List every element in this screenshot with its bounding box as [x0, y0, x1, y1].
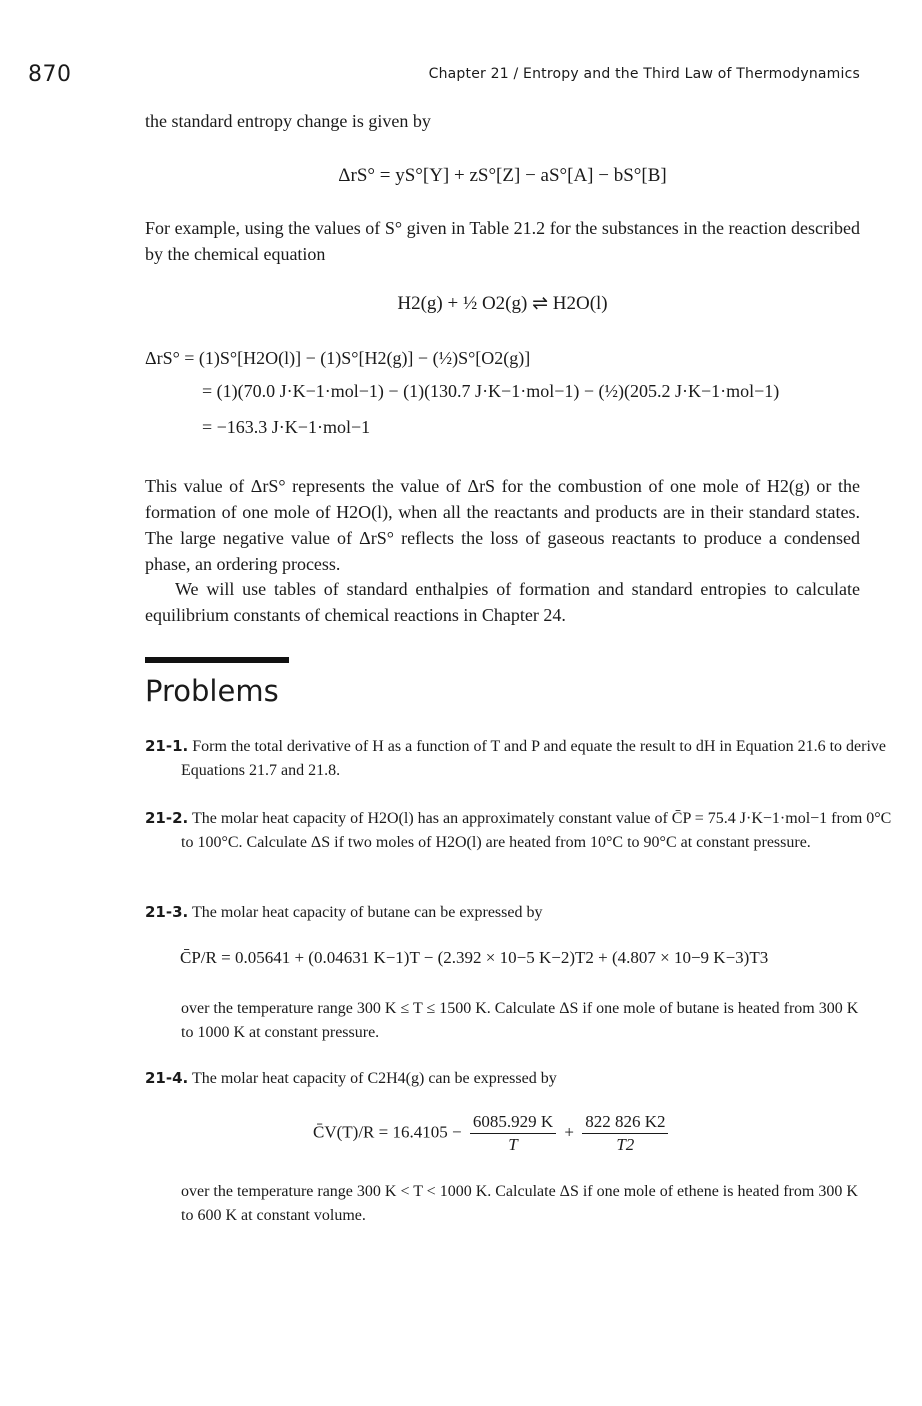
calculation-line-2: = (1)(70.0 J·K−1·mol−1) − (1)(130.7 J·K−1·mol−1) − (½)(205.2 J·K−1·mol−1) [202, 381, 780, 401]
problem-intro: The molar heat capacity of C2H4(g) can be expressed by [191, 1070, 557, 1087]
problem-21-4-conditions: over the temperature range 300 K < T < 1000 K. Calculate ΔS if one mole of ethene is heated from 300 K to 600 K at constant volume. [181, 1183, 858, 1224]
problem-21-3 [145, 900, 861, 925]
equation-plus: + [564, 1122, 574, 1142]
fraction-denominator: T2 [616, 1135, 635, 1154]
problem-21-4 [145, 1066, 861, 1091]
calculation-line-1: ΔrS° = (1)S°[H2O(l)] − (1)S°[H2(g)] − (½)S°[O2(g)] [145, 348, 531, 368]
equation-general: ΔrS° = yS°[Y] + zS°[Z] − aS°[A] − bS°[B] [338, 165, 667, 186]
problem-number: 21-2. [145, 809, 189, 827]
problem-number: 21-3. [145, 903, 189, 921]
equation-lhs: C̄V(T)/R = 16.4105 − [313, 1122, 462, 1142]
next-chapter-paragraph: We will use tables of standard enthalpies of formation and standard entropies to calculate equilibrium constants of chemical reactions in Chapter 24. [145, 579, 860, 625]
problem-number: 21-1. [145, 737, 189, 755]
problem-text: Form the total derivative of H as a function of T and P and equate the result to dH in Equation 21.6 to derive Equations 21.7 and 21.8. [181, 738, 887, 779]
page-number: 870 [28, 62, 72, 87]
calculation-line-3: = −163.3 J·K−1·mol−1 [202, 417, 371, 437]
fraction-numerator: 822 826 K2 [582, 1112, 668, 1134]
running-head: Chapter 21 / Entropy and the Third Law of Thermodynamics [428, 66, 860, 82]
interpretation-paragraph: This value of ΔrS° represents the value of ΔrS for the combustion of one mole of H2(g) or the formation of one mole of H2O(l), when all the reactants and products are in their standard states. The large negative value of ΔrS° reflects the loss of gaseous reactants to produce a condensed phase, an ordering process. [145, 476, 860, 574]
equation-reaction: H2(g) + ½ O2(g) ⇌ H2O(l) [397, 293, 608, 314]
problems-heading: Problems [145, 674, 279, 708]
fraction-first [470, 1112, 556, 1155]
problem-21-3-conditions: over the temperature range 300 K ≤ T ≤ 1500 K. Calculate ΔS if one mole of butane is heated from 300 K to 1000 K at constant pressure. [181, 1000, 859, 1041]
problem-21-4-equation [313, 1112, 672, 1155]
problem-intro: The molar heat capacity of butane can be expressed by [191, 904, 543, 921]
problem-21-3-equation: C̄P/R = 0.05641 + (0.04631 K−1)T − (2.392 × 10−5 K−2)T2 + (4.807 × 10−9 K−3)T3 [180, 948, 769, 967]
example-paragraph: For example, using the values of S° given in Table 21.2 for the substances in the reaction described by the chemical equation [145, 218, 860, 264]
fraction-denominator: T [508, 1135, 518, 1154]
problem-21-1 [145, 734, 897, 783]
problem-21-2 [145, 806, 897, 855]
section-rule [145, 657, 289, 663]
problem-text: The molar heat capacity of H2O(l) has an approximately constant value of C̄P = 75.4 J·K−1·mol−1 from 0°C to 100°C. Calculate ΔS if two moles of H2O(l) are heated from 10°C to 90°C at constant pressure. [181, 810, 892, 851]
intro-line: the standard entropy change is given by [145, 111, 431, 131]
problem-number: 21-4. [145, 1069, 189, 1087]
fraction-second [582, 1112, 668, 1155]
fraction-numerator: 6085.929 K [470, 1112, 556, 1134]
